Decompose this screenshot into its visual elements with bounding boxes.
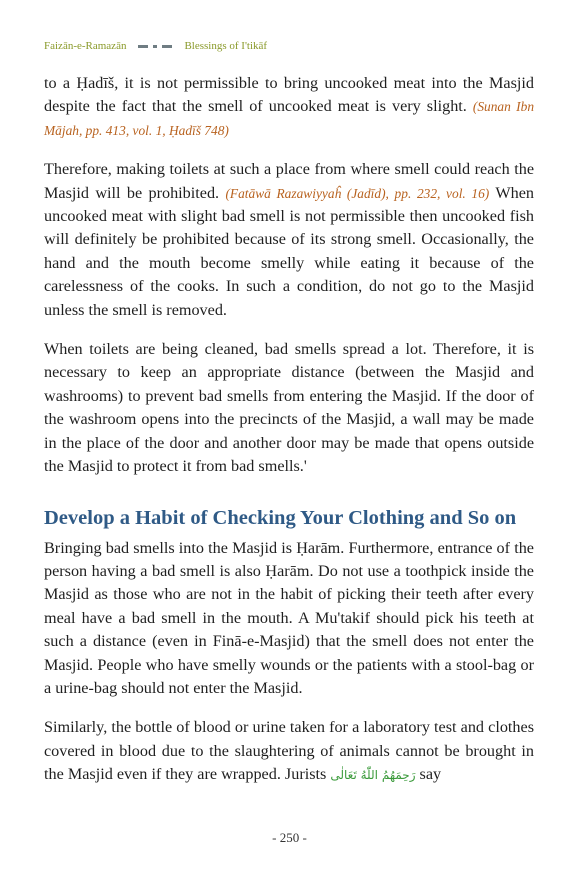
- book-title: Faizān-e-Ramazān: [44, 40, 127, 52]
- citation: (Sunan Ibn Mājah, pp. 413, vol. 1, Ḥadīš 748): [44, 99, 535, 138]
- chapter-title: Blessings of I'tikāf: [184, 40, 268, 52]
- citation: (Fatāwā Razawiyyaĥ (Jadīd), pp. 232, vol. 16): [225, 185, 490, 201]
- paragraph-text: Therefore, making toilets at such a place from where smell could reach the Masjid will be prohibited.: [44, 160, 534, 202]
- paragraph-text: Bringing bad smells into the Masjid is Ḥarām. Furthermore, entrance of the person having a bad smell is also Ḥarām. Do not use a toothpick inside the Masjid as those who are not in the habit of picking their teeth after every meal have a bad smell in the mouth. A Mu'takif should pick his teeth at such a distance (even in Finā-e-Masjid) that the smell does not enter the Masjid. People who have smelly wounds or the patients with a stool-bag or a urine-bag should not enter the Masjid.: [44, 538, 534, 697]
- paragraph: [44, 158, 534, 322]
- paragraph-text: When uncooked meat with slight bad smell is not permissible then uncooked fish will definitely be prohibited because of its strong smell. Occasionally, the hand and the mouth become smelly while eating it because of the carelessness of the cooks. In such a condition, do not go to the Masjid unless the smell is removed.: [44, 183, 535, 319]
- paragraph-text: say: [419, 765, 442, 784]
- paragraph: [44, 537, 534, 701]
- paragraph: [44, 338, 534, 478]
- paragraph-text: to a Ḥadīš, it is not permissible to bring uncooked meat into the Masjid despite the fact that the smell of uncooked meat is very slight.: [44, 74, 534, 116]
- paragraph: [44, 72, 534, 142]
- paragraph-text: When toilets are being cleaned, bad smells spread a lot. Therefore, it is necessary to keep an appropriate distance (between the Masjid and washrooms) to prevent bad smells from entering the Masjid. If the door of the washroom opens into the precincts of the Masjid, a wall may be made in the place of the door and another door may be made that opens outside the Masjid to protect it from bad smells.': [44, 340, 534, 476]
- header-separator: [138, 45, 172, 48]
- paragraph: [44, 716, 534, 787]
- running-header: [44, 37, 536, 55]
- paragraph-text: Similarly, the bottle of blood or urine taken for a laboratory test and clothes covered in blood due to the slaughtering of animals cannot be brought in the Masjid even if they are wrapped. Jurists: [44, 718, 534, 784]
- arabic-invocation: رَحِمَهُمُ اللّٰهُ تَعَالٰی: [330, 768, 416, 783]
- page-number: - 250 -: [272, 830, 307, 845]
- section-heading: Develop a Habit of Checking Your Clothing and So on: [44, 506, 517, 529]
- page-body: [44, 72, 534, 804]
